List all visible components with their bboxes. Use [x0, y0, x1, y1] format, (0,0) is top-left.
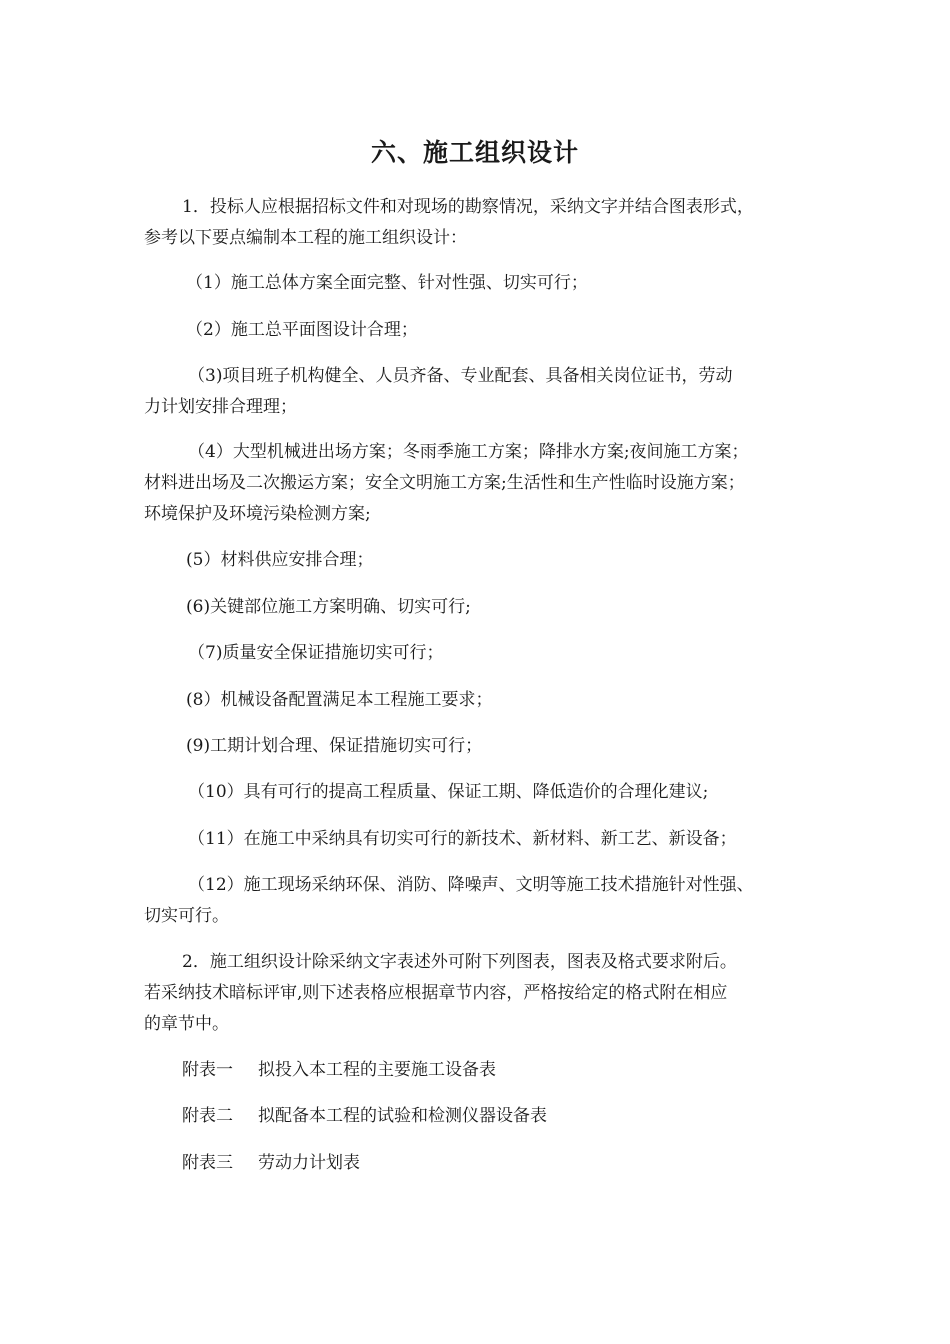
appendix-2-label: 附表二: [182, 1106, 233, 1126]
point-10-text: （10）具有可行的提高工程质量、保证工期、降低造价的合理化建议;: [188, 782, 709, 802]
appendix-3-text: 劳动力计划表: [258, 1153, 360, 1173]
item-2-line-2: 若采纳技术暗标评审,则下述表格应根据章节内容，严格按给定的格式附在相应: [144, 983, 728, 1003]
point-9-text: (9)工期计划合理、保证措施切实可行；: [186, 736, 483, 756]
point-12-line-2: 切实可行。: [144, 906, 229, 926]
point-8-text: (8）机械设备配置满足本工程施工要求；: [186, 690, 493, 710]
appendix-3: [144, 1148, 824, 1179]
appendix-2: [144, 1101, 824, 1132]
point-5: [144, 545, 824, 576]
point-11: [144, 824, 824, 855]
point-2: [144, 315, 824, 346]
point-4-line-1: （4）大型机械进出场方案；冬雨季施工方案；降排水方案;夜间施工方案；: [188, 442, 749, 462]
point-9: [144, 731, 824, 762]
point-7-text: （7)质量安全保证措施切实可行；: [188, 643, 444, 663]
point-12-line-1: （12）施工现场采纳环保、消防、降噪声、文明等施工技术措施针对性强、: [188, 875, 754, 895]
point-6-text: (6)关键部位施工方案明确、切实可行;: [186, 597, 471, 617]
point-1: [144, 268, 824, 299]
point-12: [144, 870, 824, 932]
page-title: 六、施工组织设计: [370, 138, 579, 167]
point-3: [144, 361, 824, 423]
appendix-2-text: 拟配备本工程的试验和检测仪器设备表: [258, 1106, 547, 1126]
item-2-paragraph: [144, 947, 824, 1040]
appendix-1: [144, 1055, 824, 1086]
point-10: [144, 777, 824, 808]
point-3-line-2: 力计划安排合理理；: [144, 397, 297, 417]
appendix-1-text: 拟投入本工程的主要施工设备表: [258, 1060, 496, 1080]
item-1-line-1: 1．投标人应根据招标文件和对现场的勘察情况，采纳文字并结合图表形式，: [182, 197, 754, 217]
item-1-line-2: 参考以下要点编制本工程的施工组织设计：: [144, 228, 467, 248]
appendix-1-label: 附表一: [182, 1060, 233, 1080]
point-7: [144, 638, 824, 669]
item-2-line-1: 2．施工组织设计除采纳文字表述外可附下列图表，图表及格式要求附后。: [182, 952, 737, 972]
point-3-line-1: （3)项目班子机构健全、人员齐备、专业配套、具备相关岗位证书，劳动: [188, 366, 733, 386]
point-5-text: (5）材料供应安排合理；: [186, 550, 374, 570]
appendix-3-label: 附表三: [182, 1153, 233, 1173]
point-8: [144, 685, 824, 716]
item-1-paragraph: [144, 192, 824, 254]
point-11-text: （11）在施工中采纳具有切实可行的新技术、新材料、新工艺、新设备；: [188, 829, 737, 849]
point-4: [144, 437, 824, 530]
point-4-line-2: 材料进出场及二次搬运方案；安全文明施工方案;生活性和生产性临时设施方案；: [144, 473, 745, 493]
item-2-line-3: 的章节中。: [144, 1014, 229, 1034]
point-2-text: （2）施工总平面图设计合理；: [186, 320, 418, 340]
point-6: [144, 592, 824, 623]
point-4-line-3: 环境保护及环境污染检测方案;: [144, 504, 371, 524]
point-1-text: （1）施工总体方案全面完整、针对性强、切实可行；: [186, 273, 588, 293]
